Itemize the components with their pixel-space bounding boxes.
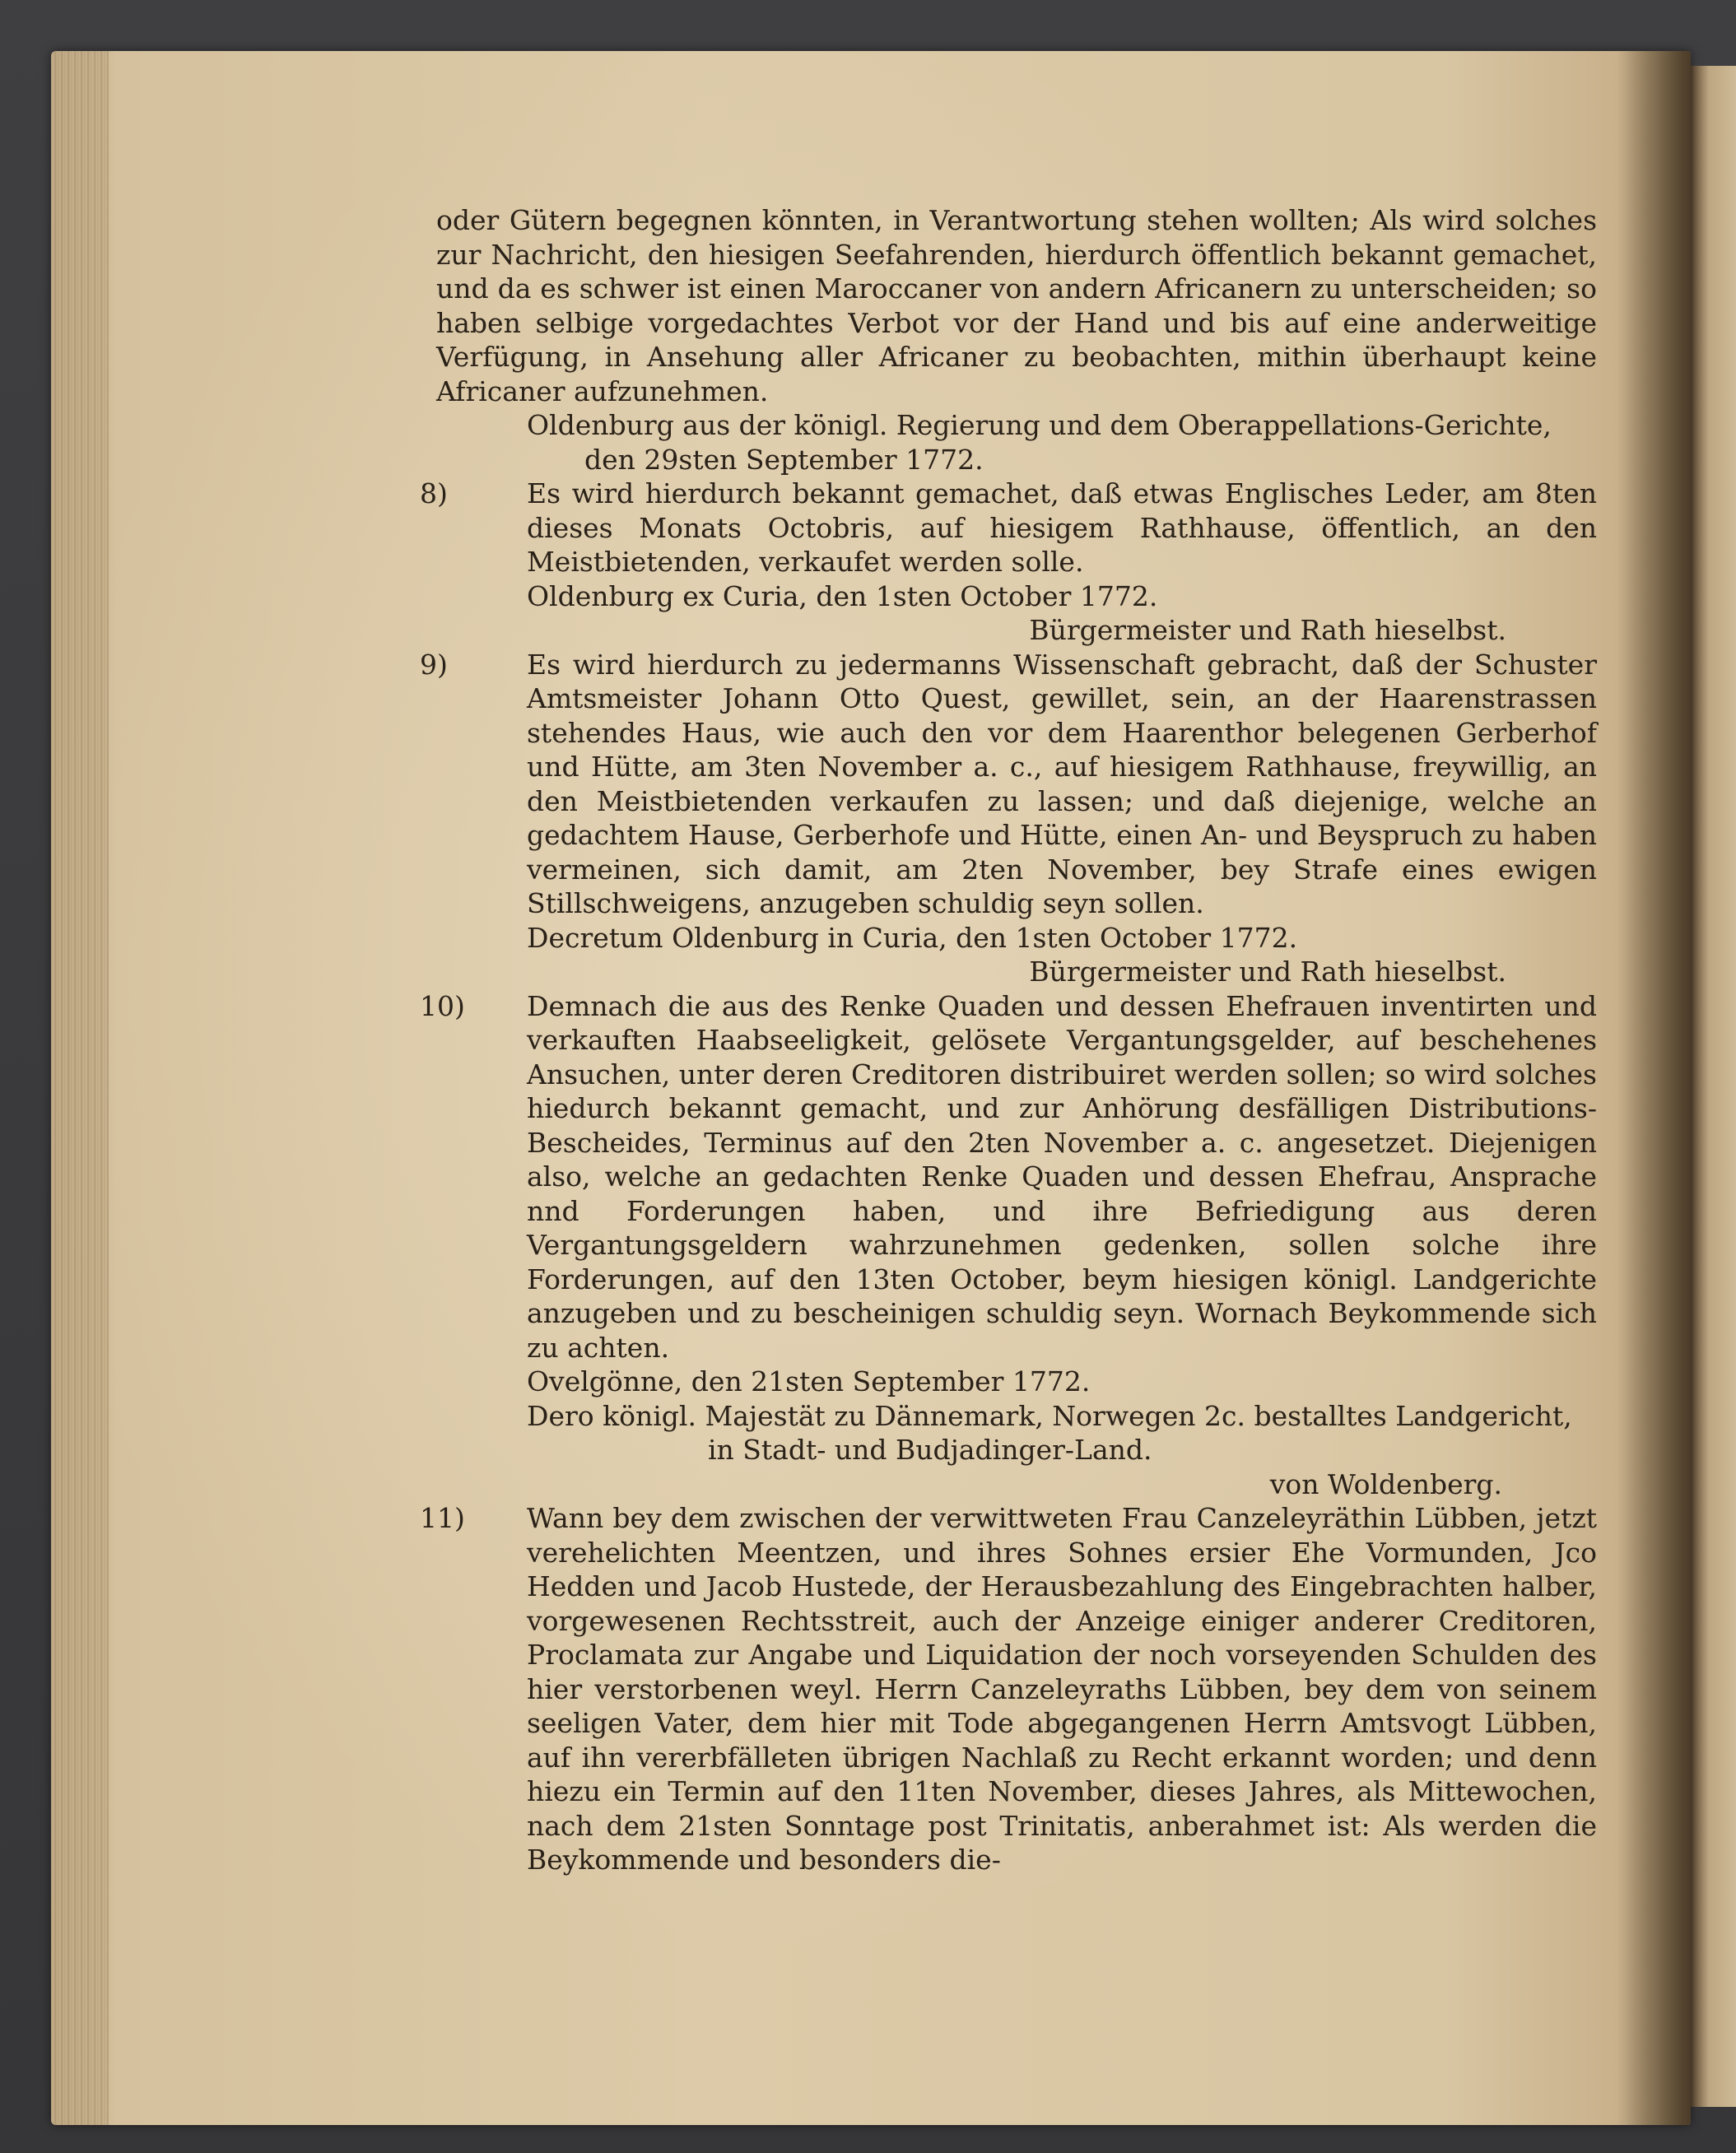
entry-10-signature-district: in Stadt- und Budjadinger-Land. bbox=[708, 1434, 1152, 1466]
intro-signature-place: Oldenburg aus der königl. Regierung und dem Oberappellations-Gerichte, bbox=[527, 409, 1552, 441]
entry-8-signature-place: Oldenburg ex Curia, den 1sten October 1772. bbox=[527, 579, 1158, 612]
entry-9-signature-authority: Bürgermeister und Rath hieselbst. bbox=[1029, 956, 1506, 988]
entry-10-signature-name: von Woldenberg. bbox=[1269, 1467, 1502, 1500]
entry-8 bbox=[420, 477, 1597, 579]
page-text bbox=[420, 203, 1597, 1877]
entry-10-signature-place: Ovelgönne, den 21sten September 1772. bbox=[527, 1365, 1091, 1397]
intro-signature-date: den 29sten September 1772. bbox=[584, 443, 984, 476]
facing-page-edge bbox=[1691, 66, 1736, 2107]
entry-10-signature-court: Dero königl. Majestät zu Dännemark, Norwegen 2c. bestalltes Landgericht, bbox=[527, 1399, 1572, 1432]
entry-8-signature-authority: Bürgermeister und Rath hieselbst. bbox=[1029, 614, 1506, 646]
page-stack-edge bbox=[51, 51, 109, 2125]
entry-number: 9) bbox=[420, 648, 448, 681]
entry-9-signature-place: Decretum Oldenburg in Curia, den 1sten October 1772. bbox=[527, 921, 1298, 954]
book-page bbox=[51, 51, 1691, 2125]
entry-text: Wann bey dem zwischen der verwittweten Frau Canzeleyräthin Lübben, jetzt verehelichten Meentzen, und ihres Sohnes ersier Ehe Vormunden, Jco Hedden und Jacob Hustede, der Herausbezahlung des Eingebrachten halber, vorgewesenen Rechtsstreit, auch der Anzeige einiger anderer Creditoren, Proclamata zur Angabe und Liquidation der noch vorseyenden Schulden des hier verstorbenen weyl. Herrn Canzeleyraths Lübben, bey dem von seinem seeligen Vater, dem hier mit Tode abgegangenen Herrn Amtsvogt Lübben, auf ihn vererbfälleten übrigen Nachlaß zu Recht erkannt worden; und denn hiezu ein Termin auf den 11ten November, dieses Jahres, als Mittewochen, nach dem 21sten Sonntage post Trinitatis, anberahmet ist: Als werden die Beykommende und besonders die- bbox=[527, 1502, 1597, 1876]
book-gutter bbox=[1617, 51, 1691, 2125]
entry-number: 8) bbox=[420, 477, 448, 509]
entry-text: Demnach die aus des Renke Quaden und dessen Ehefrauen inventirten und verkauften Haabseeligkeit, gelösete Vergantungsgelder, auf beschehenes Ansuchen, unter deren Creditoren distribuiret werden sollen; so wird solches hiedurch bekannt gemacht, und zur Anhörung desfälligen Distributions-Bescheides, Terminus auf den 2ten November a. c. angesetzet. Diejenigen also, welche an gedachten Renke Quaden und dessen Ehefrau, Ansprache nnd Forderungen haben, und ihre Befriedigung aus deren Vergantungsgeldern wahrzunehmen gedenken, sollen solche ihre Forderungen, auf den 13ten October, beym hiesigen königl. Landgerichte anzugeben und zu bescheinigen schuldig seyn. Wornach Beykommende sich zu achten. bbox=[527, 989, 1597, 1364]
entry-10 bbox=[420, 989, 1597, 1365]
entry-text: Es wird hierdurch zu jedermanns Wissenschaft gebracht, daß der Schuster Amtsmeister Johann Otto Quest, gewillet, sein, an der Haarenstrassen stehendes Haus, wie auch den vor dem Haarenthor belegenen Gerberhof und Hütte, am 3ten November a. c., auf hiesigem Rathhause, freywillig, an den Meistbietenden verkaufen zu lassen; und daß diejenige, welche an gedachtem Hause, Gerberhofe und Hütte, einen An- und Beyspruch zu haben vermeinen, sich damit, am 2ten November, bey Strafe eines ewigen Stillschweigens, anzugeben schuldig seyn sollen. bbox=[527, 648, 1597, 919]
entry-9 bbox=[420, 648, 1597, 921]
entry-number: 10) bbox=[420, 989, 465, 1022]
entry-text: Es wird hierdurch bekannt gemachet, daß etwas Englisches Leder, am 8ten dieses Monats Octobris, auf hiesigem Rathhause, öffentlich, an den Meistbietenden, verkaufet werden solle. bbox=[527, 477, 1597, 578]
entry-number: 11) bbox=[420, 1502, 465, 1534]
entry-11 bbox=[420, 1501, 1597, 1877]
intro-paragraph: oder Gütern begegnen könnten, in Verantwortung stehen wollten; Als wird solches zur Nachricht, den hiesigen Seefahrenden, hierdurch öffentlich bekannt gemachet, und da es schwer ist einen Maroccaner von andern Africanern zu unterscheiden; so haben selbige vorgedachtes Verbot vor der Hand und bis auf eine anderweitige Verfügung, in Ansehung aller Africaner zu beobachten, mithin überhaupt keine Africaner aufzunehmen. bbox=[436, 204, 1597, 407]
